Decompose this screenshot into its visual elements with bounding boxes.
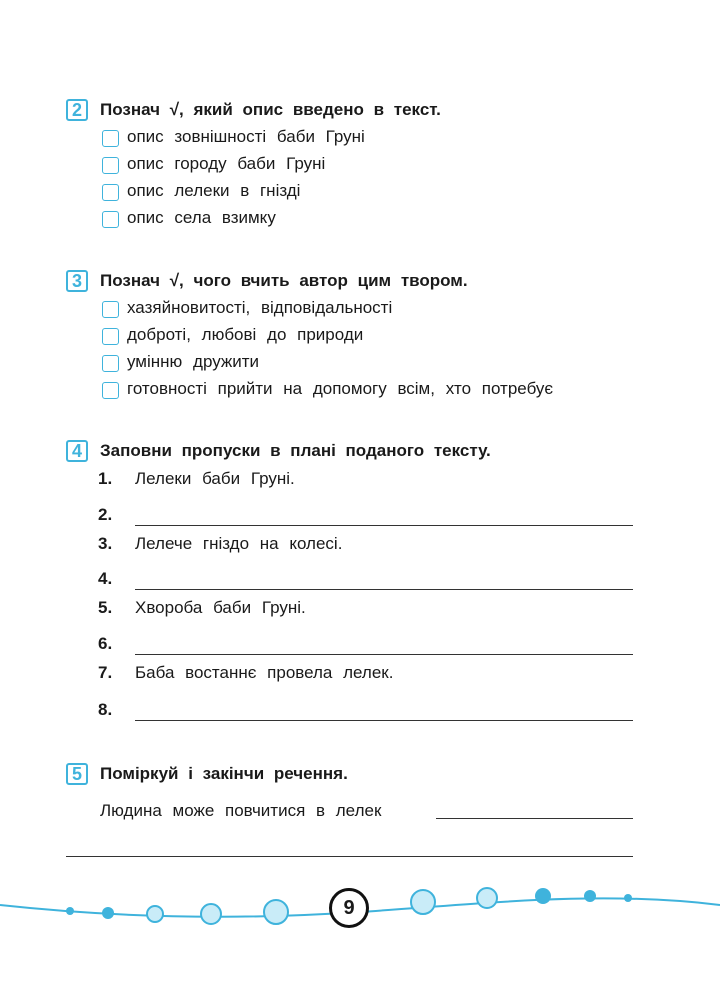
task-header [66,440,646,468]
checkbox[interactable] [102,382,119,399]
bead [535,888,551,904]
task-header [66,763,646,791]
answer-line[interactable] [135,654,633,655]
task-title: Познач √, чого вчить автор цим твором. [100,271,468,290]
option-item[interactable] [66,298,646,325]
plan-number: 1. [98,469,113,488]
option-item[interactable] [66,127,646,154]
bead [624,894,632,902]
option-item[interactable] [66,154,646,181]
bead [201,904,221,924]
sentence-start: Людина може повчитися в лелек [100,801,382,820]
answer-line[interactable] [135,525,633,526]
plan-item [98,469,638,493]
plan-item[interactable] [98,634,638,658]
answer-line[interactable] [66,856,633,857]
checkbox[interactable] [102,130,119,147]
task-2 [66,99,646,235]
answer-line[interactable] [135,589,633,590]
plan-item[interactable] [98,569,638,593]
option-label: умінню дружити [127,352,260,371]
answer-line[interactable] [135,720,633,721]
bead [147,906,163,922]
answer-line[interactable] [436,818,633,819]
checkbox[interactable] [102,328,119,345]
plan-number: 8. [98,700,113,719]
option-item[interactable] [66,379,646,406]
option-item[interactable] [66,208,646,235]
option-label: доброті, любові до природи [127,325,364,344]
bead [477,888,497,908]
option-label: опис села взимку [127,208,276,227]
task-4 [66,440,646,468]
plan-text: Лелече гніздо на колесі. [135,534,343,553]
plan-text: Лелеки баби Груні. [135,469,295,488]
plan-number: 2. [98,505,113,524]
option-item[interactable] [66,352,646,379]
bead [66,907,74,915]
plan-item [98,534,638,558]
checkbox[interactable] [102,211,119,228]
option-label: опис лелеки в гнізді [127,181,301,200]
checkbox[interactable] [102,157,119,174]
task-title: Познач √, який опис введено в текст. [100,100,441,119]
plan-item[interactable] [98,700,638,724]
option-label: опис зовнішності баби Груні [127,127,365,146]
bead [584,890,596,902]
plan-number: 5. [98,598,113,617]
option-item[interactable] [66,325,646,352]
task-5 [66,763,646,791]
task-title: Заповни пропуски в плані поданого тексту. [100,441,491,460]
plan-item [98,598,638,622]
bead [102,907,114,919]
checkbox[interactable] [102,184,119,201]
plan-item[interactable] [98,505,638,529]
task-title: Поміркуй і закінчи речення. [100,764,348,783]
plan-number: 3. [98,534,113,553]
option-label: опис городу баби Груні [127,154,326,173]
page-number: 9 [329,888,369,928]
plan-number: 4. [98,569,113,588]
checkbox[interactable] [102,355,119,372]
option-label: хазяйновитості, відповідальності [127,298,393,317]
task-3 [66,270,646,406]
checkbox[interactable] [102,301,119,318]
task-number: 2 [66,99,88,121]
plan-text: Баба востаннє провела лелек. [135,663,394,682]
option-label: готовності прийти на допомогу всім, хто потребує [127,379,554,398]
bead [264,900,288,924]
task-number: 3 [66,270,88,292]
plan-item [98,663,638,687]
option-item[interactable] [66,181,646,208]
task-header [66,99,646,127]
task-header [66,270,646,298]
plan-number: 6. [98,634,113,653]
task-number: 4 [66,440,88,462]
plan-text: Хвороба баби Груні. [135,598,306,617]
bead [411,890,435,914]
plan-number: 7. [98,663,113,682]
task-number: 5 [66,763,88,785]
